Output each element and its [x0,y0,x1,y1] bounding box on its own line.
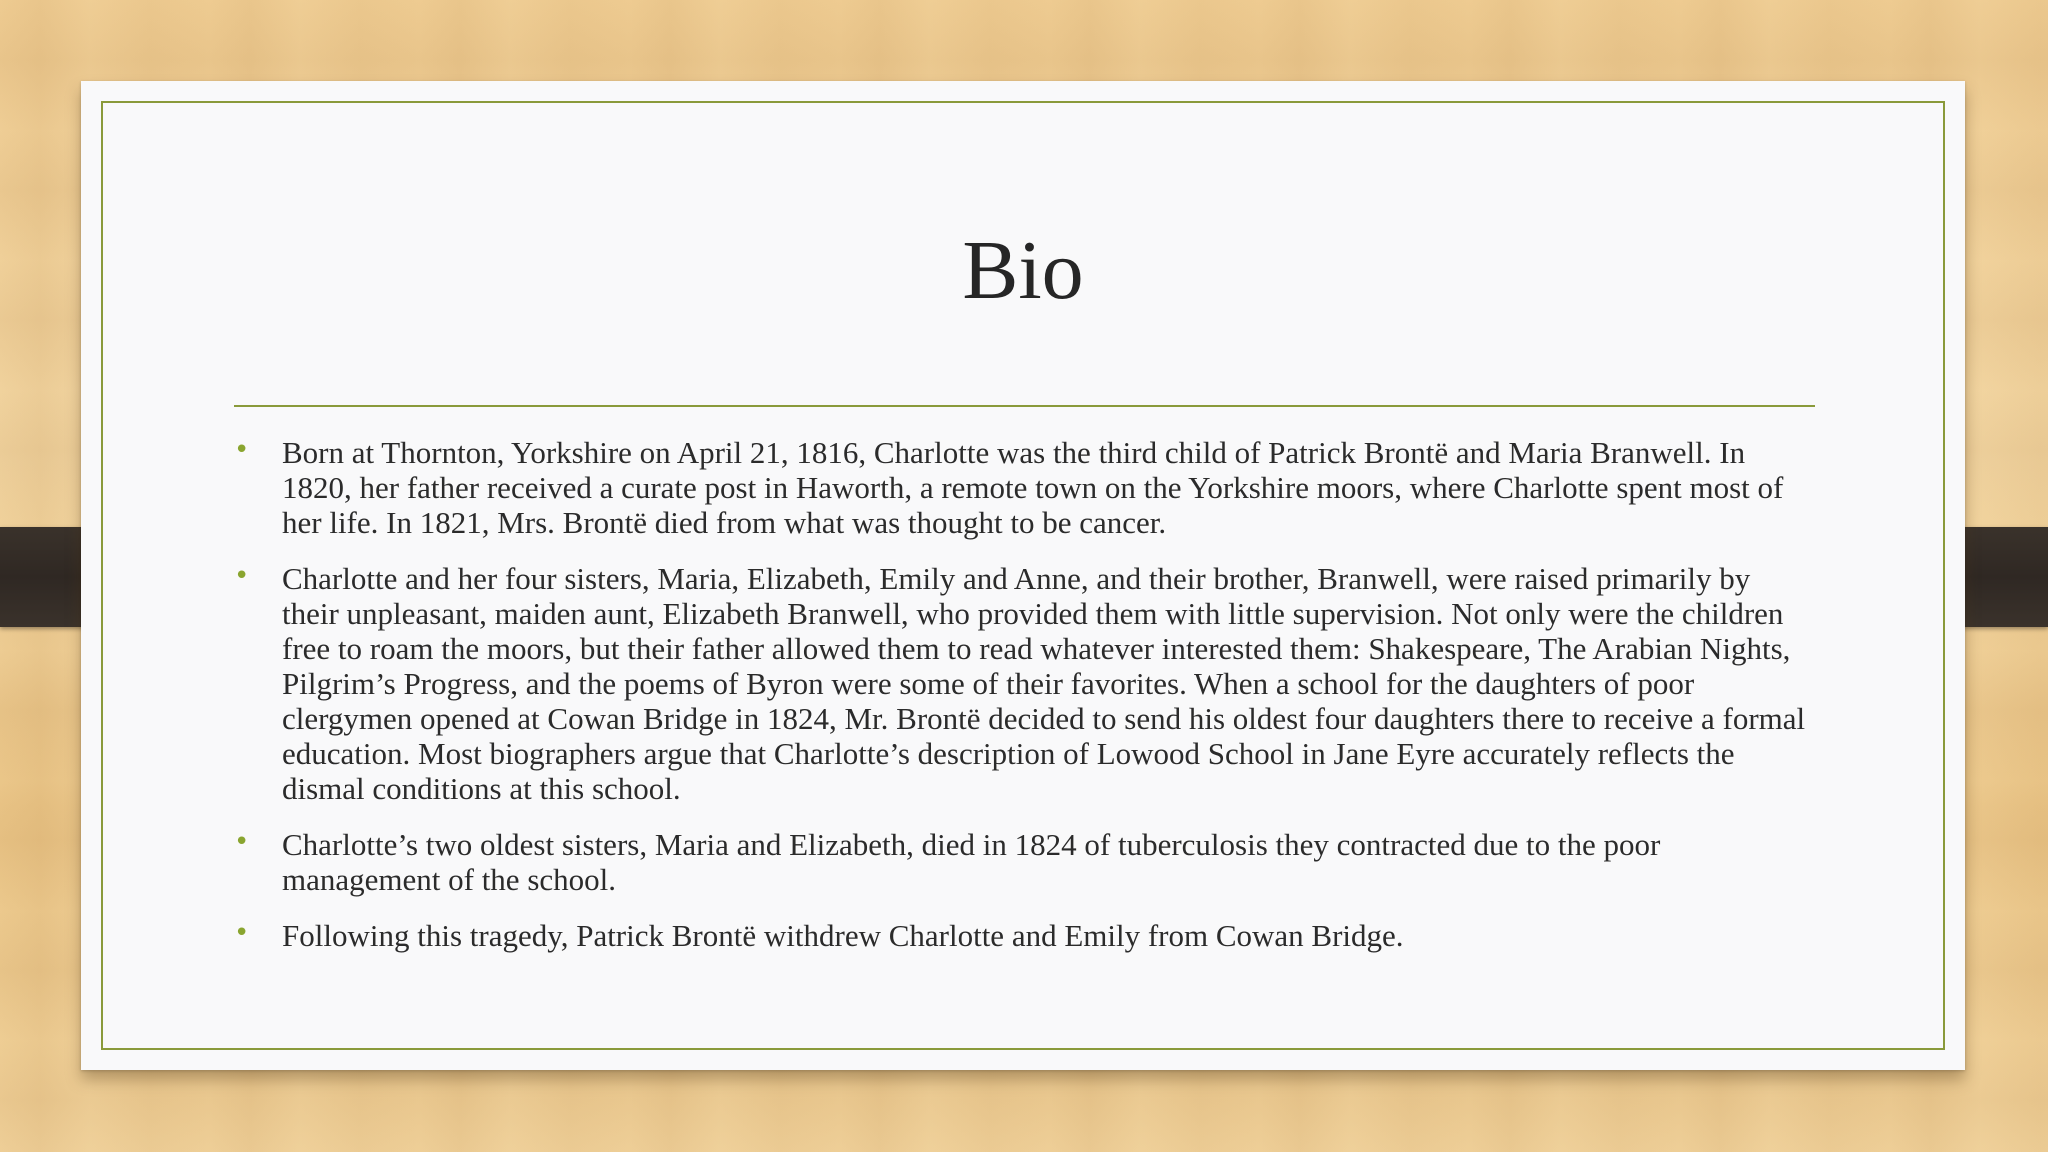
bullet-item [234,561,1814,806]
bullet-text: Charlotte’s two oldest sisters, Maria and Elizabeth, died in 1824 of tuberculosis they contracted due to the poor management of the school. [282,827,1661,897]
bullet-list [234,435,1814,974]
title-divider [234,405,1815,407]
slide-title: Bio [962,224,1084,317]
bullet-dot-icon: • [234,827,250,857]
bullet-dot-icon: • [234,918,250,948]
bullet-item [234,435,1814,540]
bullet-item [234,827,1814,897]
bullet-item [234,918,1814,953]
bullet-text: Following this tragedy, Patrick Brontë withdrew Charlotte and Emily from Cowan Bridge. [282,918,1404,953]
bullet-dot-icon: • [234,561,250,591]
bullet-text: Born at Thornton, Yorkshire on April 21, 1816, Charlotte was the third child of Patrick Brontë and Maria Branwell. In 1820, her father received a curate post in Haworth, a remote town on the Yorkshire moors, where Charlotte spent most of her life. In 1821, Mrs. Brontë died from what was thought to be cancer. [282,435,1784,540]
slide [81,81,1965,1070]
bullet-dot-icon: • [234,435,250,465]
bullet-text: Charlotte and her four sisters, Maria, Elizabeth, Emily and Anne, and their brother, Branwell, were raised primarily by their unpleasant, maiden aunt, Elizabeth Branwell, who provided them with little supervision. Not only were the children free to roam the moors, but their father allowed them to read whatever interested them: Shakespeare, The Arabian Nights, Pilgrim’s Progress, and the poems of Byron were some of their favorites. When a school for the daughters of poor clergymen opened at Cowan Bridge in 1824, Mr. Brontë decided to send his oldest four daughters there to receive a formal education. Most biographers argue that Charlotte’s description of Lowood School in Jane Eyre accurately reflects the dismal conditions at this school. [282,561,1806,806]
